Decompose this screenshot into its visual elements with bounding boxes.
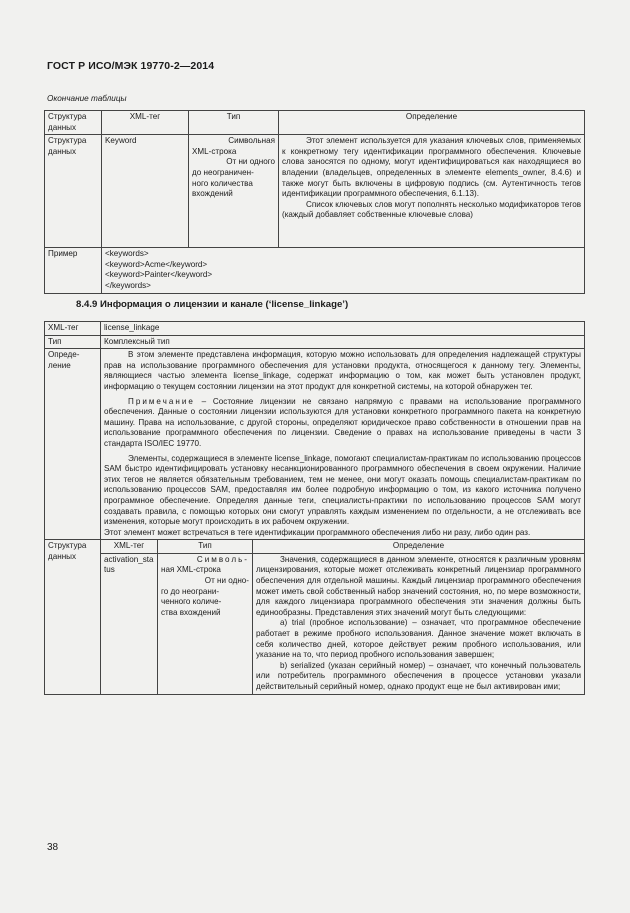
table-continuation-caption: Окончание таблицы [47,94,127,103]
definition-item: b) serialized (указан серийный номер) – означает, что конечный пользователь или потребитель программного обеспечения в процессе установки указали действительный серийный номер, однако продукт еще не был активирован ими; [256,660,582,691]
type-line: ства вхождений [161,607,221,617]
table-header-row [45,111,585,135]
type-line: ного количества [192,178,253,188]
table-row [45,135,585,248]
col-header-xml-tag: XML-тег [102,111,189,135]
example-row [45,248,585,293]
definition-paragraph: Элементы, содержащиеся в элементе license_linkage, помогают специалистам-практикам по использованию процессов SAM быстро идентифицировать установку несанкционированного программного обеспечения в своем окружении. Наличие этих тегов не является обязательным требованием, тем не менее, они могут оказать помощь специалистам-практикам по использованию процессов SAM, предоставляя им более подробную информацию о том, из какого источника получено программное обеспечение. Определяя данные теги, специалисты-практики по использованию процессов SAM могут создавать правила, с помощью которых они смогут управлять каждым изменением по отдельности, а не отслеживать все изменения, которые могут происходить в их рабочем окружении. [104,453,582,527]
example-label: Пример [45,248,102,293]
table-row [45,553,585,694]
definition-paragraph: Значения, содержащиеся в данном элементе, относятся к различным уровням лицензирования, которые может отслеживать конкретный лицензиар программного обеспечения для отдельной машины. Каждый лицензиар программного обеспечения может иметь свой собственный набор значений состояния, но, по мере возможности, для каждого лицензиара программного обеспечения эти значения должны быть единообразны. Представления этих значений могут быть следующими: [256,554,582,617]
sub-tag: activation_status [101,553,158,694]
definition-paragraph: Этот элемент используется для указания ключевых слов, применяемых к конкретному тегу идентификации программного обеспечения. Ключевые слова заносятся по одному, могут идентифицироваться как находящиеся во владении (владельцев, определенных в элементе elements_owner, 8.4.6) и также могут быть включены в цифровую подпись (см. Аутентичность тегов идентификации программного обеспечения, 6.1.13). [282,136,581,199]
document-header: ГОСТ Р ИСО/МЭК 19770-2—2014 [47,60,215,72]
note-paragraph [104,397,581,450]
type-line: Символьная [228,136,275,146]
license-linkage-table [44,321,585,695]
type-line: до неограничен- [192,167,254,177]
definition-label: Опреде-ление [45,349,101,540]
definition-paragraph: Этот элемент может встречаться в теге идентификации программного обеспечения либо ни разу, либо один раз. [104,527,531,537]
sub-col-header-type: Тип [158,540,253,554]
cell-tag: Keyword [102,135,189,248]
definition-paragraph: В этом элементе представлена информация, которую можно использовать для определения надлежащей структуры прав на использование программного обеспечения для установки продукта, относящегося к данному тегу. Элементы, являющиеся частью элемента license_linkage, содержат информацию о том, как может быть установлен продукт, информацию о текущем состоянии лицензии на этот продукт для конкретной системы, на которой обнаружен тег. [104,350,582,391]
section-title: 8.4.9 Информация о лицензии и канале (‘license_linkage’) [76,299,349,310]
col-header-structure: Структура данных [45,111,102,135]
col-header-type: Тип [189,111,279,135]
definition-item: a) trial (пробное использование) – означает, что программное обеспечение работает в режиме пробного использования. Данное значение может включать в себя количество дней, которое действует режим пробного использования, или указание на то, что период пробного использования завершен; [256,618,582,660]
type-line: От ни одного [226,157,275,167]
sub-col-header-definition: Определение [253,540,585,554]
type-value: Комплексный тип [101,335,585,349]
cell-type [189,135,279,248]
xml-tag-label: XML-тег [45,322,101,336]
type-label: Тип [45,335,101,349]
type-line: От ни одно- [204,576,249,586]
type-line: вхождений [192,189,233,199]
sub-type [158,553,253,694]
keyword-table [44,110,585,294]
cell-definition [279,135,585,248]
note-text: – Состояние лицензии не связано напрямую с правами на использование программного обеспечения. Данные о состоянии лицензии используются для установки конкретного программного пакета на конкретную машину. Права на использование, с другой стороны, определяют юридическое право собственности в отношении прав на использование программного обеспечения по лицензии. Сведение о правах на использование приведены в части 3 стандарта ISO/IEC 19770. [104,396,582,448]
definition-cell [101,349,585,540]
type-line: го до неограни- [161,586,220,596]
type-line: ная XML-строка [161,565,221,575]
struct-label: Структура данных [45,540,101,694]
example-code [102,248,585,293]
table-row [45,349,585,540]
page-number: 38 [47,842,59,853]
table-row [45,540,585,554]
definition-paragraph: Список ключевых слов могут пополнять несколько модификаторов тегов (каждый добавляет собственные ключевые слова) [282,199,581,220]
example-line: <keywords> [105,249,149,259]
type-line: Символь- [196,554,249,564]
note-label: Примечание [128,396,195,406]
xml-tag-value: license_linkage [101,322,585,336]
type-line: XML-строка [192,146,237,156]
table-row [45,322,585,336]
table-row [45,335,585,349]
example-line: <keyword>Painter</keyword> [105,270,213,280]
row-label-structure: Структура данных [45,135,102,248]
example-line: <keyword>Acme</keyword> [105,259,208,269]
sub-definition [253,553,585,694]
col-header-definition: Определение [279,111,585,135]
example-line: </keywords> [105,280,151,290]
type-line: ченного количе- [161,597,222,607]
sub-col-header-xml-tag: XML-тег [101,540,158,554]
